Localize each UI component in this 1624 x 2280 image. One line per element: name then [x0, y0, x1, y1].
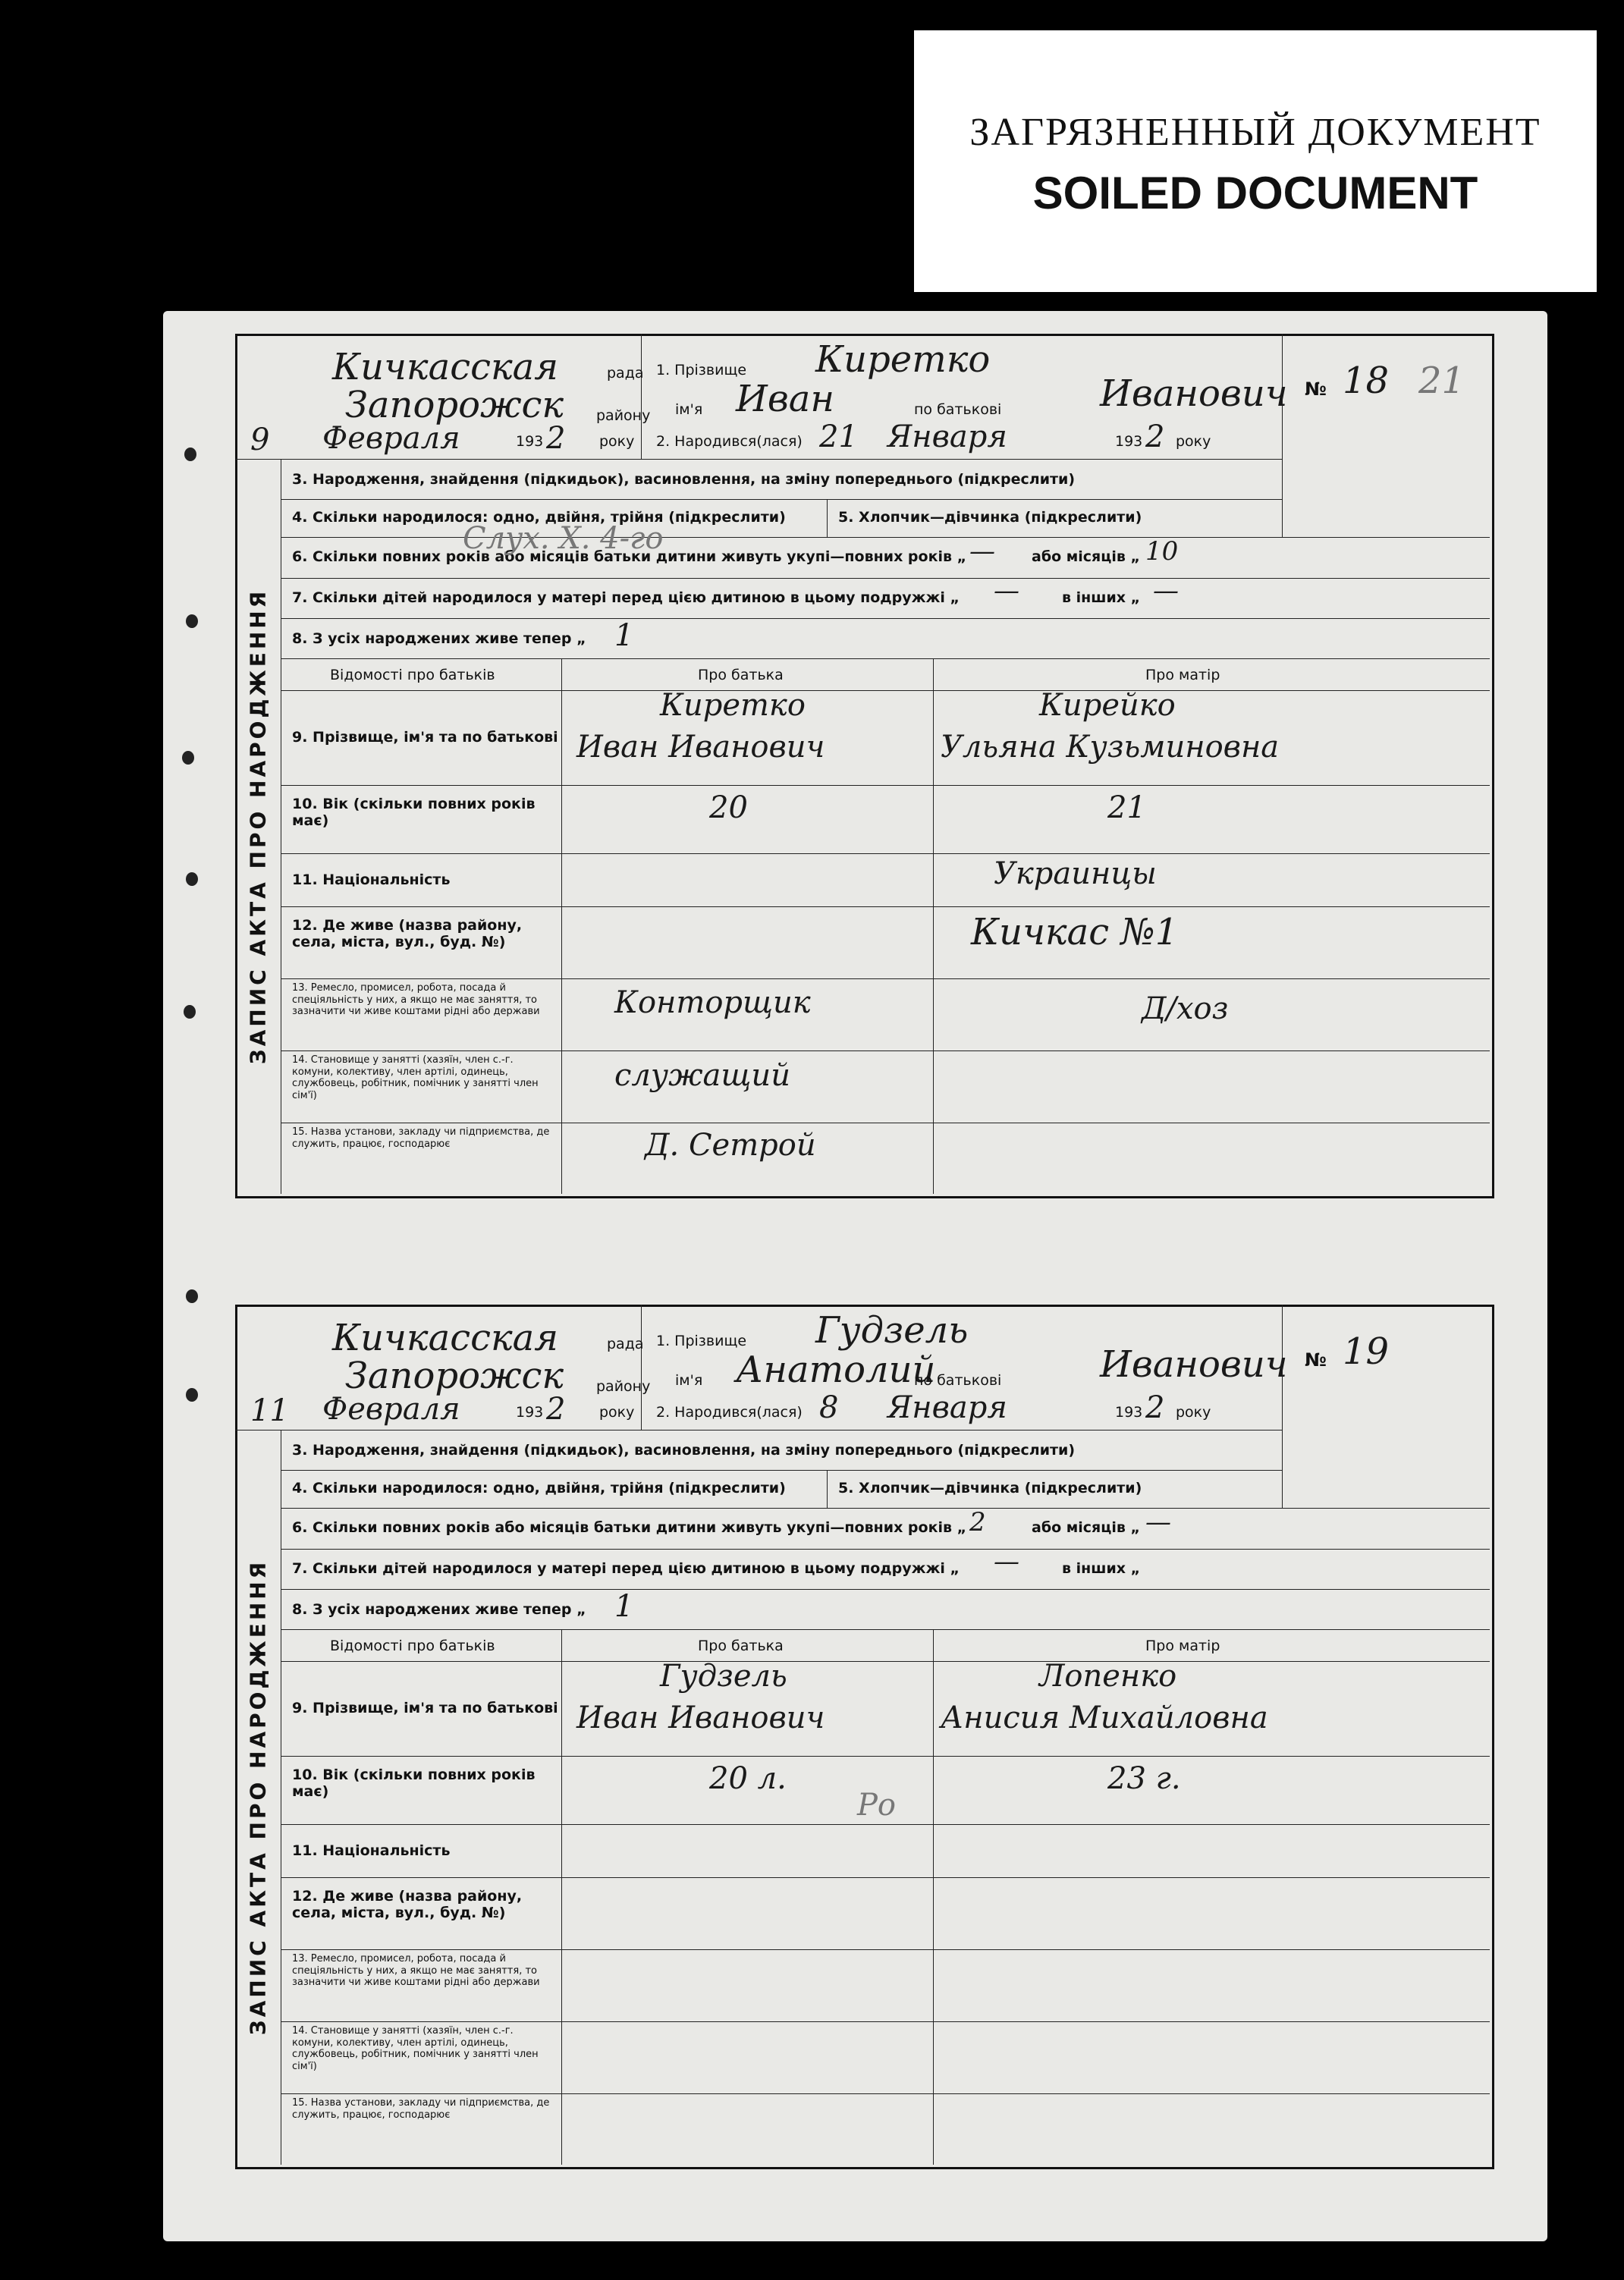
years-together: — [969, 536, 995, 567]
birth-year: 2 [1145, 419, 1165, 454]
field-7: 7. Скільки дітей народилося у матері перед цією дитиною в цьому подружжі „ [292, 589, 960, 606]
record-number: 19 [1343, 1330, 1390, 1373]
father-header: Про батька [698, 1638, 784, 1654]
field-12: 12. Де живе (назва району, села, міста, вул., буд. №) [292, 1888, 523, 1921]
reg-year: 2 [546, 1392, 566, 1427]
years-together: 2 [969, 1507, 986, 1537]
field-15: 15. Назва установи, закладу чи підприємства, де служить, працює, господарює [292, 1126, 550, 1150]
binding-hole [186, 872, 198, 886]
field-8: 8. З усіх народжених живе тепер „ [292, 1601, 586, 1618]
field-7: 7. Скільки дітей народилося у матері перед цією дитиною в цьому подружжі „ [292, 1560, 960, 1577]
parents-info-header: Відомості про батьків [330, 1638, 495, 1654]
field-9: 9. Прізвище, ім'я та по батькові [292, 1700, 558, 1716]
father-name: Иван Иванович [576, 730, 825, 765]
record-number-extra: 21 [1418, 360, 1465, 402]
birth-month: Января [887, 1390, 1007, 1425]
rada-name: Кичкасская [332, 1317, 559, 1359]
year-prefix: 193 [516, 433, 544, 450]
field-10: 10. Вік (скільки повних років має) [292, 1767, 536, 1800]
father-name: Иван Иванович [576, 1701, 825, 1735]
raion-name: Запорожск [345, 1355, 564, 1397]
birth-year: 2 [1145, 1390, 1165, 1425]
surname-label: 1. Прізвище [656, 1333, 747, 1349]
children-before: — [994, 1547, 1019, 1577]
mother-header: Про матір [1145, 667, 1220, 683]
field-14: 14. Становище у занятті (хазяїн, член с.-г. комуни, колективу, член артілі, одинець, службовець, робітник, помічник у занятті член сім'ї) [292, 2025, 539, 2072]
stamp-en: SOILED DOCUMENT [1032, 168, 1478, 218]
child-patronymic: Иванович [1100, 1343, 1288, 1386]
field-15: 15. Назва установи, закладу чи підприємства, де служить, працює, господарює [292, 2097, 550, 2121]
raion-label: району [596, 1378, 651, 1395]
margin-note: Слух. Х. 4-го [463, 521, 664, 556]
raion-name: Запорожск [345, 384, 564, 426]
binding-hole [186, 1388, 198, 1402]
father-job: Конторщик [614, 985, 811, 1020]
field-3: 3. Народження, знайдення (підкидьок), васиновлення, на зміну попереднього (підкреслити) [292, 471, 1076, 488]
binding-hole [184, 1005, 196, 1019]
birth-month: Января [887, 419, 1007, 454]
reg-year: 2 [546, 421, 566, 456]
father-surname: Гудзель [660, 1659, 787, 1694]
field-4: 4. Скільки народилося: одно, двійня, трійня (підкреслити) [292, 509, 786, 526]
reg-day: 9 [250, 422, 270, 457]
field-6-months: або місяців „ [1032, 548, 1140, 565]
residence: Кичкас №1 [971, 911, 1179, 953]
name-label: ім'я [675, 401, 703, 418]
child-name: Иван [736, 378, 835, 420]
raion-label: району [596, 407, 651, 424]
mother-header: Про матір [1145, 1638, 1220, 1654]
months-together: — [1145, 1507, 1171, 1537]
father-age: 20 л. [709, 1761, 787, 1796]
field-12: 12. Де живе (назва району, села, міста, вул., буд. №) [292, 917, 523, 950]
nationality: Украинцы [994, 856, 1157, 891]
patronymic-label: по батькові [914, 1372, 1002, 1389]
father-age: 20 [709, 790, 748, 825]
father-surname: Киретко [660, 688, 806, 723]
birth-year-prefix: 193 [1115, 1404, 1143, 1421]
mother-job: Д/хоз [1142, 991, 1229, 1026]
mother-age: 23 г. [1107, 1761, 1181, 1796]
field-6-months: або місяців „ [1032, 1519, 1140, 1536]
father-header: Про батька [698, 667, 784, 683]
record-number: 18 [1343, 360, 1390, 402]
mother-name: Ульяна Кузьминовна [941, 730, 1280, 765]
field-14: 14. Становище у занятті (хазяїн, член с.-г. комуни, колективу, член артілі, одинець, службовець, робітник, помічник у занятті член сім'ї) [292, 1054, 539, 1101]
field-7-other: в інших „ [1062, 1560, 1141, 1577]
field-10: 10. Вік (скільки повних років має) [292, 796, 536, 829]
surname-label: 1. Прізвище [656, 362, 747, 378]
field-11: 11. Національність [292, 1842, 451, 1859]
child-surname: Киретко [815, 338, 991, 381]
reg-day: 11 [250, 1393, 289, 1428]
field-3: 3. Народження, знайдення (підкидьок), васиновлення, на зміну попереднього (підкреслити) [292, 1442, 1076, 1459]
field-6: 6. Скільки повних років або місяців батьки дитини живуть укупі—повних років „ [292, 548, 967, 565]
birth-roku-label: року [1176, 1404, 1211, 1421]
children-before: — [994, 576, 1019, 606]
roku-label: року [599, 1404, 635, 1421]
field-11: 11. Національність [292, 871, 451, 888]
birth-year-prefix: 193 [1115, 433, 1143, 450]
extra-mark: Ро [857, 1788, 896, 1823]
mother-surname: Лопенко [1039, 1659, 1177, 1694]
children-other: — [1153, 576, 1179, 606]
reg-month: Февраля [322, 1392, 460, 1427]
mother-name: Анисия Михайловна [941, 1701, 1268, 1735]
rada-label: рада [607, 365, 644, 382]
field-4: 4. Скільки народилося: одно, двійня, трійня (підкреслити) [292, 1480, 786, 1496]
year-prefix: 193 [516, 1404, 544, 1421]
mother-age: 21 [1107, 790, 1146, 825]
soiled-document-label [914, 30, 1597, 292]
side-title: ЗАПИС АКТА ПРО НАРОДЖЕННЯ [245, 1559, 271, 2036]
patronymic-label: по батькові [914, 401, 1002, 418]
field-7-other: в інших „ [1062, 589, 1141, 606]
child-name: Анатолий [736, 1349, 936, 1391]
field-9: 9. Прізвище, ім'я та по батькові [292, 729, 558, 746]
father-place: Д. Сетрой [645, 1128, 816, 1163]
reg-month: Февраля [322, 421, 460, 456]
number-label: № [1305, 378, 1327, 400]
binding-hole [184, 448, 196, 461]
roku-label: року [599, 433, 635, 450]
birth-roku-label: року [1176, 433, 1211, 450]
rada-label: рада [607, 1336, 644, 1352]
binding-hole [182, 751, 194, 765]
alive-now: 1 [614, 1589, 634, 1624]
number-label: № [1305, 1349, 1327, 1371]
months-together: 10 [1145, 536, 1179, 567]
born-label: 2. Народився(лася) [656, 1404, 803, 1421]
field-5: 5. Хлопчик—дівчинка (підкреслити) [838, 509, 1142, 526]
birth-day: 8 [819, 1390, 839, 1425]
field-8: 8. З усіх народжених живе тепер „ [292, 630, 586, 647]
child-surname: Гудзель [815, 1309, 969, 1352]
field-5: 5. Хлопчик—дівчинка (підкреслити) [838, 1480, 1142, 1496]
side-title: ЗАПИС АКТА ПРО НАРОДЖЕННЯ [245, 588, 271, 1065]
field-6: 6. Скільки повних років або місяців батьки дитини живуть укупі—повних років „ [292, 1519, 967, 1536]
rada-name: Кичкасская [332, 346, 559, 388]
born-label: 2. Народився(лася) [656, 433, 803, 450]
parents-info-header: Відомості про батьків [330, 667, 495, 683]
stamp-ru: ЗАГРЯЗНЕННЫЙ ДОКУМЕНТ [969, 111, 1541, 154]
field-13: 13. Ремесло, промисел, робота, посада й спеціяльність у них, а якщо не має заняття, то зазначити чи живе коштами рідні або держави [292, 1953, 540, 1989]
binding-hole [186, 614, 198, 628]
alive-now: 1 [614, 618, 634, 653]
child-patronymic: Иванович [1100, 372, 1288, 415]
mother-surname: Кирейко [1039, 688, 1176, 723]
field-13: 13. Ремесло, промисел, робота, посада й спеціяльність у них, а якщо не має заняття, то зазначити чи живе коштами рідні або держави [292, 982, 540, 1018]
name-label: ім'я [675, 1372, 703, 1389]
binding-hole [186, 1289, 198, 1303]
birth-day: 21 [819, 419, 858, 454]
father-status: служащий [614, 1058, 790, 1093]
